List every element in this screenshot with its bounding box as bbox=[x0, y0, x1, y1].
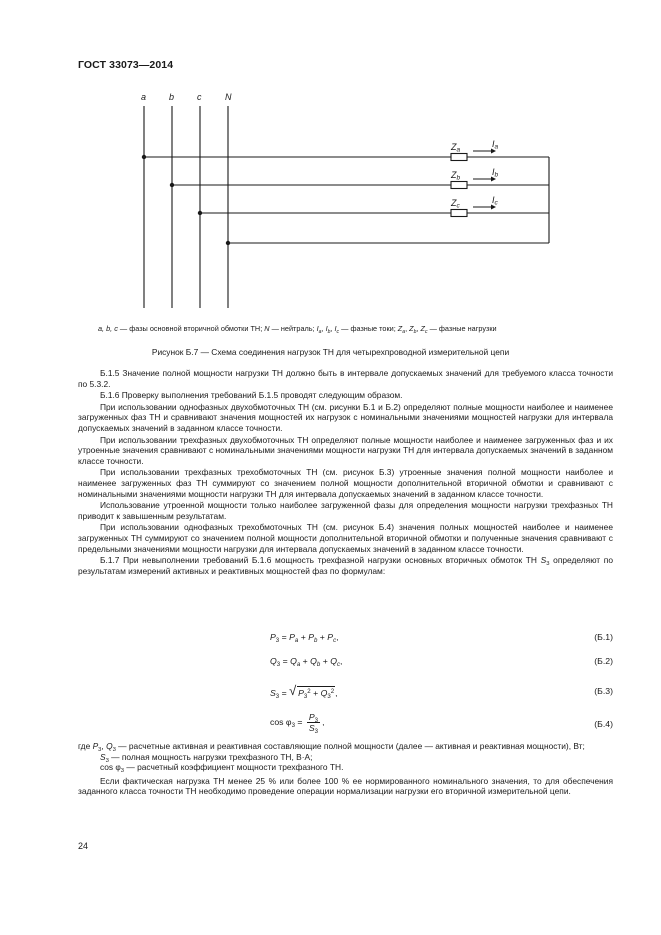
paragraph: При использовании однофазных двухобмоточных ТН (см. рисунки Б.1 и Б.2) определяют полные мощности наиболее и наименее загруженных фаз ТН и сравнивают значения мощностей их нагрузок с номинальными значениями мощностей нагрузки для интервала допускаемых значений в заданном классе точности. bbox=[78, 401, 613, 433]
paragraph: Использование утроенной мощности только наиболее загруженной фазы для определения мощности нагрузки трехфазных ТН приводит к завышенным результатам. bbox=[78, 500, 613, 521]
definitions bbox=[78, 741, 613, 797]
junction-b bbox=[170, 183, 174, 187]
label-zb: Zb bbox=[451, 170, 461, 182]
junction-a bbox=[142, 155, 146, 159]
phase-label-n: N bbox=[225, 92, 232, 102]
paragraph: Б.1.6 Проверку выполнения требований Б.1.5 проводят следующим образом. bbox=[100, 390, 403, 401]
junction-n bbox=[226, 241, 230, 245]
label-zc: Zc bbox=[451, 198, 460, 210]
formula-number: (Б.2) bbox=[594, 656, 613, 666]
paragraph: При использовании трехфазных трехобмоточных ТН (см. рисунок Б.3) утроенные значения полной мощности наиболее и наименее загруженных фаз ТН суммируют со значением полной мощности дополнительной вторичной обмотки и сравнивают с номинальными значениями мощности нагрузки ТН для интервала допускаемых значений в заданном классе точности. bbox=[78, 467, 613, 499]
load-zc bbox=[451, 210, 467, 217]
load-zb bbox=[451, 182, 467, 189]
figure-legend: a, b, c — фазы основной вторичной обмотки ТН; N — нейтраль; $I_a$, $I_b$, $I_c$ — фазные токи; $Z_a$, $Z_b$, $Z_c$ — фазные нагрузки bbox=[98, 324, 497, 335]
paragraph-final: Если фактическая нагрузка ТН менее 25 % или более 100 % ее нормированного номинального значения, то для обеспечения заданного класса точности ТН необходимо проведение операции нормализации нагрузки его вторичной измерительной цепи. bbox=[78, 775, 613, 797]
definition-cos: $\cos \varphi_3$ — расчетный коэффициент мощности трехфазного ТН. bbox=[100, 762, 344, 775]
label-ia: Ia bbox=[492, 139, 499, 151]
phase-label-c: c bbox=[197, 92, 202, 102]
page-number: 24 bbox=[78, 841, 89, 851]
label-za: Za bbox=[451, 142, 461, 154]
formula-number: (Б.1) bbox=[594, 632, 613, 642]
phase-label-b: b bbox=[169, 92, 175, 102]
paragraph: При использовании однофазных трехобмоточных ТН (см. рисунок Б.4) значения полных мощностей наиболее и наименее загруженных ТН суммируют со значением полной мощности дополнительной вторичной обмотки и полученные значения сравнивают с предельными значениями мощности нагрузки для интервала допускаемых значений в заданном классе точности. bbox=[78, 522, 613, 554]
label-ib: Ib bbox=[492, 167, 499, 179]
paragraph: Б.1.5 Значение полной мощности нагрузки ТН должно быть в интервале допускаемых значений для требуемого класса точности по 5.3.2. bbox=[78, 368, 613, 389]
circuit-diagram bbox=[0, 0, 661, 330]
formula-number: (Б.3) bbox=[594, 686, 613, 696]
paragraph: При использовании трехфазных двухобмоточных ТН определяют полные мощности наиболее и наименее загруженных фаз и их утроенные значения сравнивают с номинальными значениями мощности нагрузки ТН для интервала допускаемых значений в заданном классе точности. bbox=[78, 434, 613, 466]
label-ic: Ic bbox=[492, 195, 498, 207]
body-text bbox=[78, 368, 613, 577]
formula-number: (Б.4) bbox=[594, 719, 613, 729]
figure-caption: Рисунок Б.7 — Схема соединения нагрузок ТН для четырехпроводной измерительной цепи bbox=[151, 347, 510, 357]
junction-c bbox=[198, 211, 202, 215]
definition-p-q: где $P_3$, $Q_3$ — расчетные активная и реактивная составляющие полной мощности (далее — активная и реактивная мощности), Вт; bbox=[78, 741, 585, 753]
paragraph-b17: Б.1.7 При невыполнении требований Б.1.6 мощность трехфазной нагрузки основных вторичных обмоток ТН $S_3$ определяют по результатам измерений активных и реактивных мощностей фаз по формулам: bbox=[78, 555, 613, 576]
definition-s: $S_3$ — полная мощность нагрузки трехфазного ТН, В·А; bbox=[100, 751, 313, 764]
phase-label-a: a bbox=[141, 92, 147, 102]
load-za bbox=[451, 154, 467, 161]
document-code: ГОСТ 33073—2014 bbox=[78, 59, 174, 71]
